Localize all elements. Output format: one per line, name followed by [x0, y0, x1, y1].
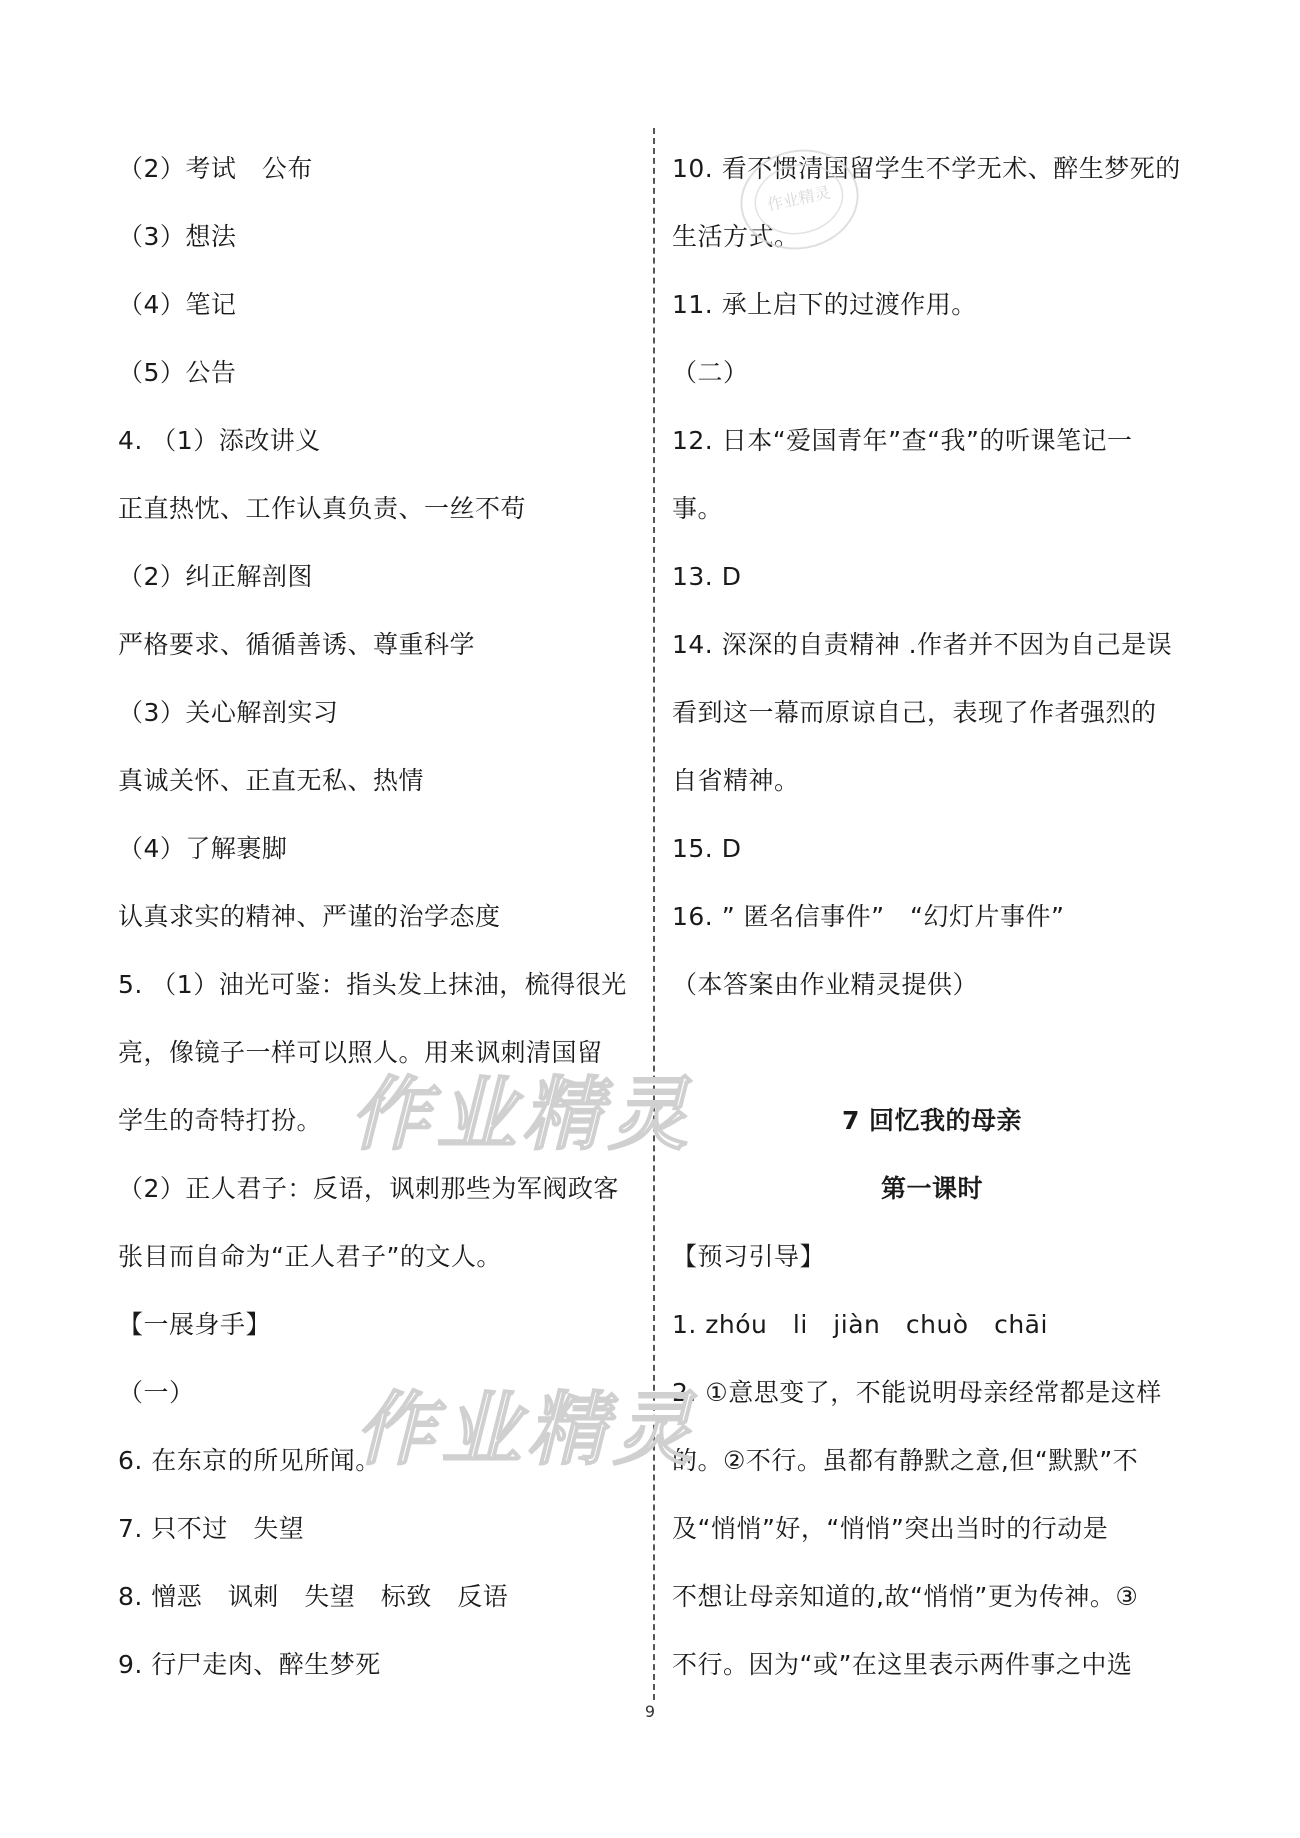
left-line-6: 正直热忱、工作认真负责、一丝不苟 — [118, 494, 527, 523]
right-line-1: 10. 看不惯清国留学生不学无术、醉生梦死的 — [672, 154, 1181, 183]
left-line-17: 张目而自命为“正人君子”的文人。 — [118, 1242, 502, 1271]
right-line-11: 15. D — [672, 834, 742, 863]
left-line-11: （4）了解裹脚 — [118, 834, 288, 863]
left-line-2: （3）想法 — [118, 222, 237, 251]
lesson-title: 第一课时 — [880, 1174, 983, 1203]
stamp-text: 作业精灵 — [765, 182, 833, 215]
right-line-23: 不行。因为“或”在这里表示两件事之中选 — [672, 1650, 1133, 1679]
right-line-10: 自省精神。 — [672, 766, 800, 795]
right-line-17: 【预习引导】 — [672, 1242, 826, 1271]
right-line-3: 11. 承上启下的过渡作用。 — [672, 290, 977, 319]
left-line-22: 8. 憎恶 讽刺 失望 标致 反语 — [118, 1582, 509, 1611]
right-line-7: 13. D — [672, 562, 742, 591]
right-line-4: （二） — [672, 358, 749, 387]
left-line-13: 5. （1）油光可鉴：指头发上抹油，梳得很光 — [118, 970, 627, 999]
watermark-1: 作业精灵 — [350, 1067, 694, 1161]
right-line-21: 及“悄悄”好，“悄悄”突出当时的行动是 — [672, 1514, 1109, 1543]
left-line-20: 6. 在东京的所见所闻。 — [118, 1446, 381, 1475]
left-line-19: （一） — [118, 1378, 195, 1407]
right-line-8: 14. 深深的自责精神 .作者并不因为自己是误 — [672, 630, 1173, 659]
watermark-2: 作业精灵 — [355, 1382, 699, 1476]
right-line-2: 生活方式。 — [672, 222, 800, 251]
left-line-15: 学生的奇特打扮。 — [118, 1106, 323, 1135]
section-title: 7 回忆我的母亲 — [841, 1106, 1023, 1135]
left-line-14: 亮，像镜子一样可以照人。用来讽刺清国留 — [118, 1038, 603, 1067]
left-line-4: （5）公告 — [118, 358, 237, 387]
left-line-8: 严格要求、循循善诱、尊重科学 — [118, 630, 476, 659]
left-line-23: 9. 行尸走肉、醉生梦死 — [118, 1650, 381, 1679]
left-line-18: 【一展身手】 — [118, 1310, 272, 1339]
left-line-21: 7. 只不过 失望 — [118, 1514, 305, 1543]
right-line-14 — [672, 1019, 1192, 1087]
right-line-5: 12. 日本“爱国青年”查“我”的听课笔记一 — [672, 426, 1133, 455]
left-line-16: （2）正人君子：反语，讽刺那些为军阀政客 — [118, 1174, 619, 1203]
right-line-19: 2. ①意思变了，不能说明母亲经常都是这样 — [672, 1378, 1162, 1407]
left-line-9: （3）关心解剖实习 — [118, 698, 339, 727]
right-line-12: 16. ” 匿名信事件” “幻灯片事件” — [672, 902, 1065, 931]
left-line-3: （4）笔记 — [118, 290, 237, 319]
right-line-6: 事。 — [672, 494, 724, 523]
right-line-20: 的。②不行。虽都有静默之意,但“默默”不 — [672, 1446, 1139, 1475]
left-line-5: 4. （1）添改讲义 — [118, 426, 321, 455]
right-line-18: 1. zhóu li jiàn chuò chāi — [672, 1310, 1048, 1339]
left-line-1: （2）考试 公布 — [118, 154, 313, 183]
left-line-7: （2）纠正解剖图 — [118, 562, 313, 591]
right-column — [672, 135, 1192, 1699]
right-line-22: 不想让母亲知道的,故“悄悄”更为传神。③ — [672, 1582, 1139, 1611]
left-line-10: 真诚关怀、正直无私、热情 — [118, 766, 425, 795]
left-line-12: 认真求实的精神、严谨的治学态度 — [118, 902, 501, 931]
page-number: 9 — [644, 1702, 656, 1721]
right-line-9: 看到这一幕而原谅自己，表现了作者强烈的 — [672, 698, 1157, 727]
right-line-13: （本答案由作业精灵提供） — [672, 970, 979, 999]
